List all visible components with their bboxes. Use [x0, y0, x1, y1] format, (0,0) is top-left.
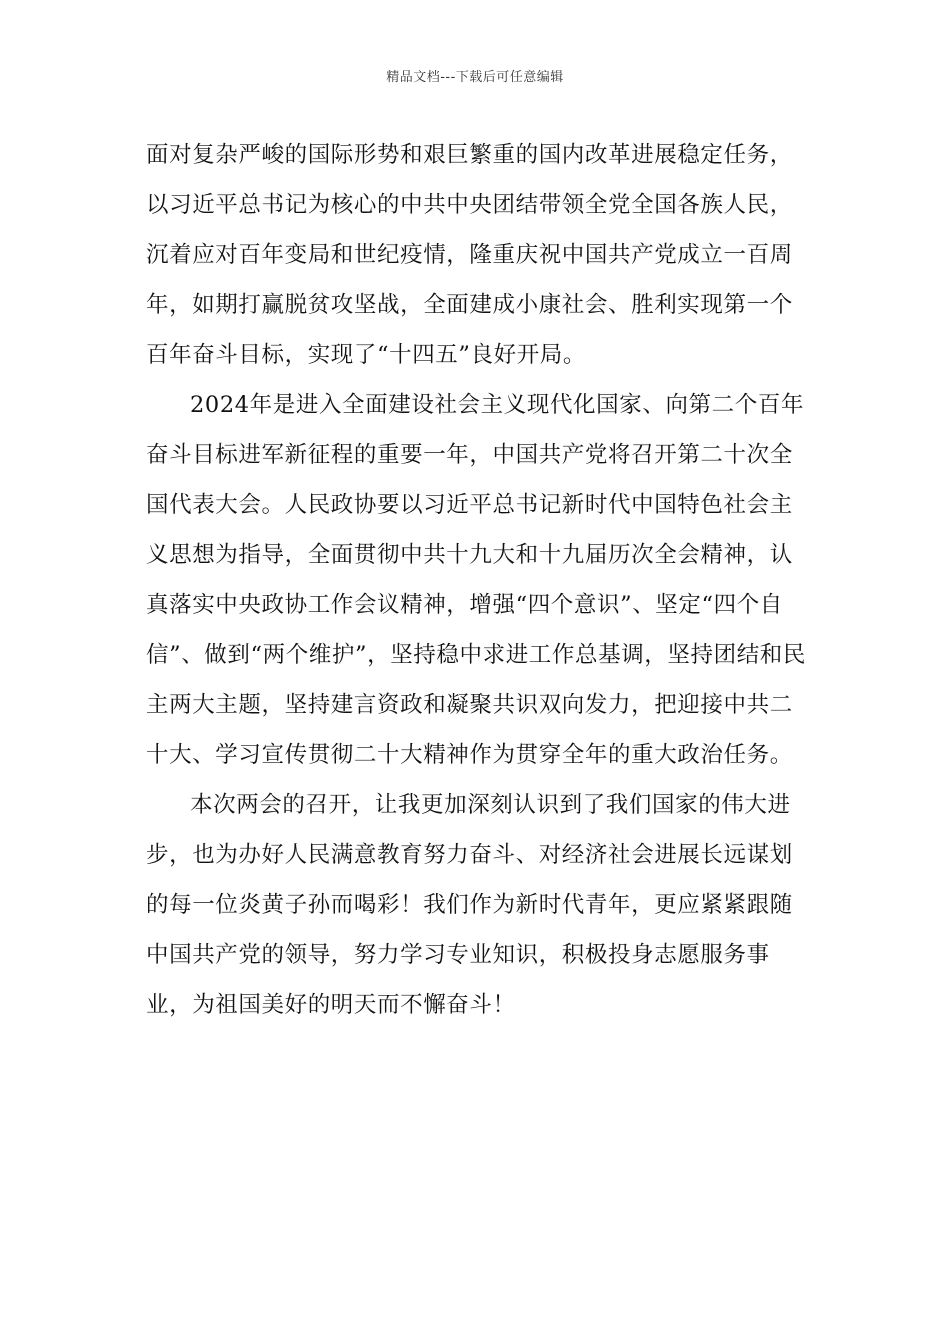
paragraph-2: 2024年是进入全面建设社会主义现代化国家、向第二个百年奋斗目标进军新征程的重要一年，中国共产党将召开第二十次全国代表大会。人民政协要以习近平总书记新时代中国特色社会主义思想为指导，全面贯彻中共十九大和十九届历次全会精神，认真落实中央政协工作会议精神，增强“四个意识”、坚定“四个自信”、做到“两个维护”，坚持稳中求进工作总基调，坚持团结和民主两大主题，坚持建言资政和凝聚共识双向发力，把迎接中共二十大、学习宣传贯彻二十大精神作为贯穿全年的重大政治任务。	[146, 392, 807, 768]
page-header: 精品文档---下载后可任意编辑	[386, 70, 564, 85]
paragraph-3: 本次两会的召开，让我更加深刻认识到了我们国家的伟大进步，也为办好人民满意教育努力奋斗、对经济社会进展长远谋划的每一位炎黄子孙而喝彩！我们作为新时代青年，更应紧紧跟随中国共产党的领导，努力学习专业知识，积极投身志愿服务事业，为祖国美好的明天而不懈奋斗！	[146, 792, 793, 1018]
paragraph-1: 面对复杂严峻的国际形势和艰巨繁重的国内改革进展稳定任务，以习近平总书记为核心的中共中央团结带领全党全国各族人民，沉着应对百年变局和世纪疫情，隆重庆祝中国共产党成立一百周年，如期打赢脱贫攻坚战，全面建成小康社会、胜利实现第一个百年奋斗目标，实现了“十四五”良好开局。	[146, 142, 793, 368]
document-body	[146, 130, 806, 1030]
